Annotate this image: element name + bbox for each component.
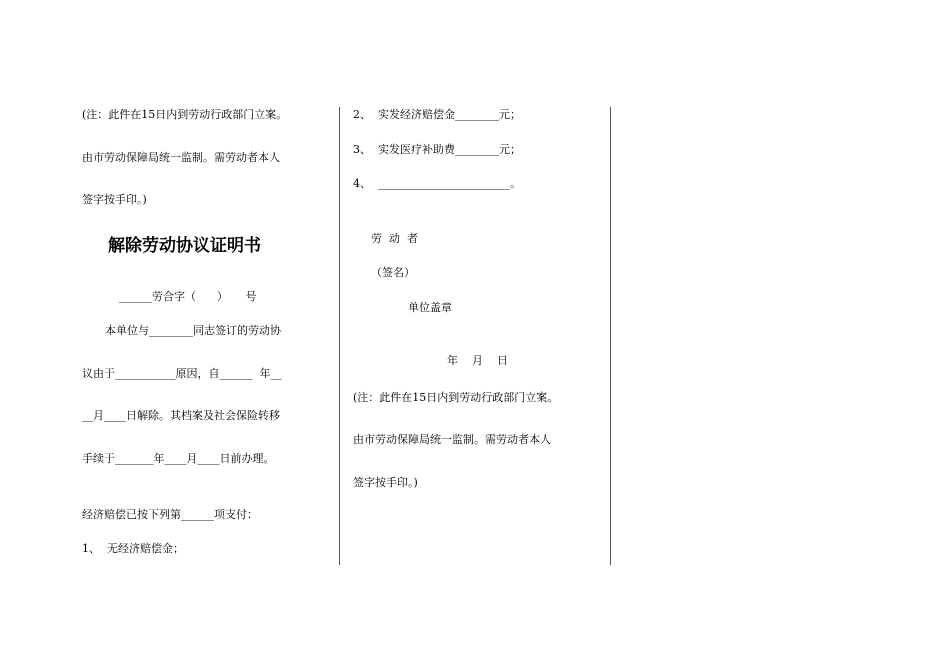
signature-label: （签名） xyxy=(371,266,415,279)
note-line-3-right: 签字按手印。) xyxy=(353,476,418,489)
compensation-item-4: 4、 ________________________。 xyxy=(353,177,521,190)
date-line: 年 月 日 xyxy=(447,354,508,367)
note-line-2: 由市劳动保障局统一监制。需劳动者本人 xyxy=(82,151,280,164)
compensation-item-3: 3、 实发医疗补助费________元； xyxy=(353,143,521,156)
note-line-1: (注：此件在15日内到劳动行政部门立案。 xyxy=(82,108,288,121)
worker-label: 劳 动 者 xyxy=(371,232,418,245)
note-line-1-right: (注：此件在15日内到劳动行政部门立案。 xyxy=(353,391,559,404)
body-line-3: __月____日解除。其档案及社会保险转移 xyxy=(82,409,280,422)
body-line-1: 本单位与________同志签订的劳动协 xyxy=(105,324,281,337)
note-line-2-right: 由市劳动保障局统一监制。需劳动者本人 xyxy=(353,433,551,446)
body-line-4: 手续于_______年____月____日前办理。 xyxy=(82,452,275,465)
unit-seal-label: 单位盖章 xyxy=(408,301,452,314)
document-title: 解除劳动协议证明书 xyxy=(108,236,261,256)
compensation-item-2: 2、 实发经济赔偿金________元； xyxy=(353,108,521,121)
column-divider-right xyxy=(610,107,611,565)
column-divider-left xyxy=(339,107,340,565)
body-line-2: 议由于___________原因，自______ 年__ xyxy=(82,367,282,380)
note-line-3: 签字按手印。) xyxy=(82,193,147,206)
compensation-item-1: 1、 无经济赔偿金； xyxy=(82,542,184,555)
document-number: ______劳合字（ ） 号 xyxy=(119,290,257,303)
compensation-intro: 经济赔偿已按下列第______项支付： xyxy=(82,508,258,521)
